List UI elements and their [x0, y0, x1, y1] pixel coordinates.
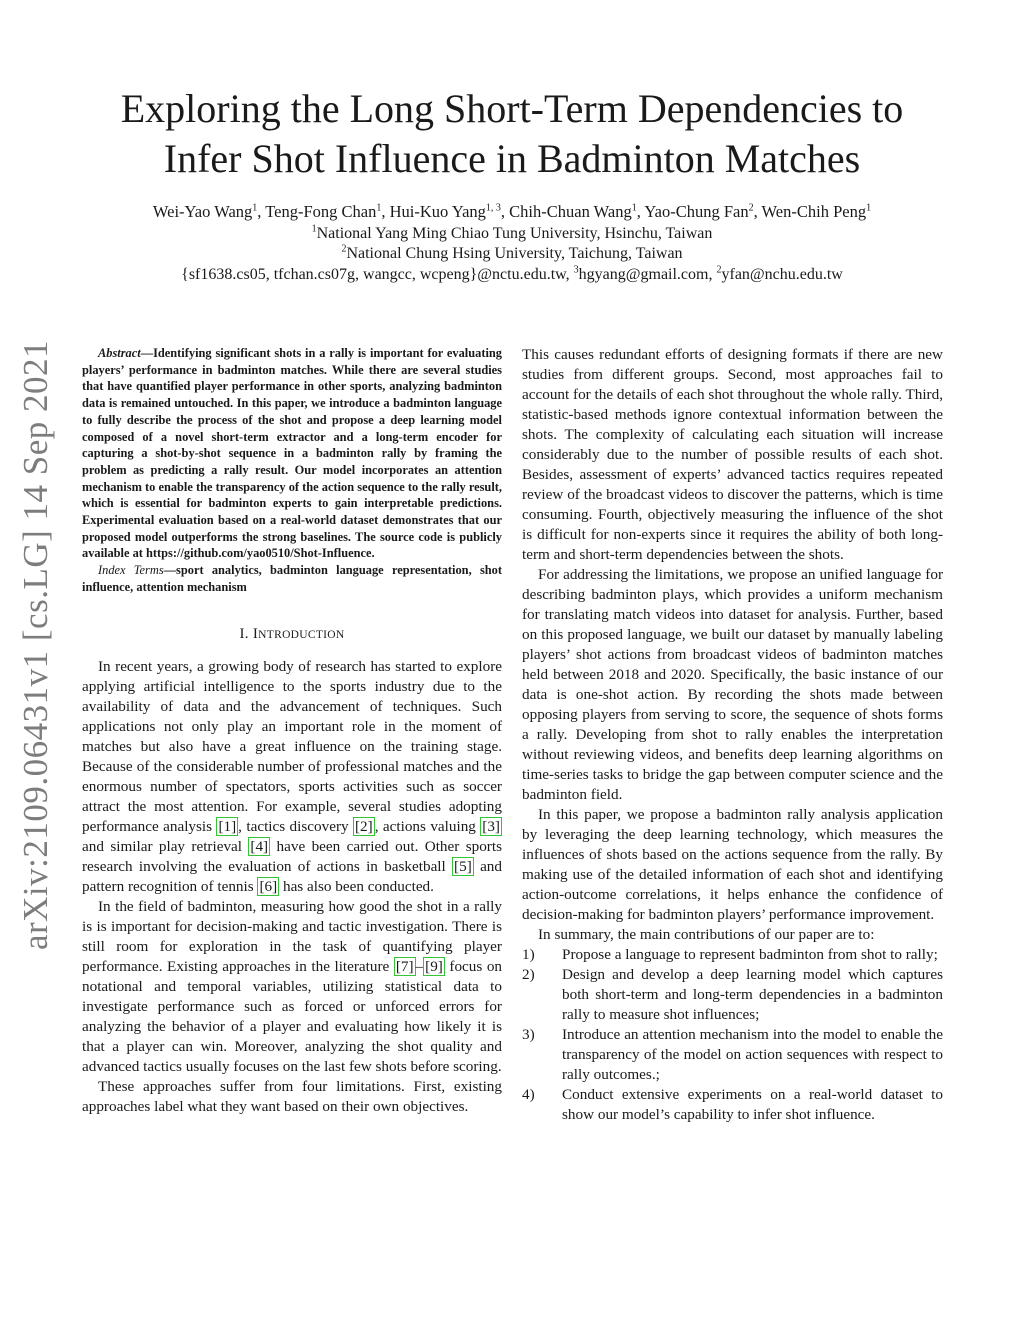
contribution-list: [522, 945, 943, 1125]
citation-link[interactable]: [1]: [218, 817, 237, 835]
citation-link[interactable]: [7]: [395, 957, 414, 975]
body-paragraph: For addressing the limitations, we propose an unified language for describing badminton plays, which provides a uniform mechanism for translating match videos into dataset for analysis. Further, based on this proposed language, we built our dataset by manually labeling players’ shot actions from broadcast videos of badminton matches held between 2018 and 2020. Specifically, the basic instance of our data is one-shot action. By recording the shots made between opposing players from serving to score, the sequence of shots forms a rally. Developing from shot to rally enables the interpretation without reviewing videos, and benefits deep learning algorithms on time-series tasks to bridge the gap between computer science and the badminton field.: [522, 566, 943, 803]
author-affil-sup: 2: [748, 202, 754, 214]
body-paragraph: In summary, the main contributions of our paper are to:: [538, 926, 875, 943]
author-name: Chih-Chuan Wang: [509, 202, 632, 221]
paper-title: [60, 84, 964, 184]
citation-link[interactable]: [9]: [425, 957, 443, 975]
right-column: [522, 345, 943, 1125]
abstract: [82, 345, 502, 562]
abstract-text: —Identifying significant shots in a rally is important for evaluating players’ performance in badminton matches. While there are several studies that have quantified player performance in other sports, analyzing badminton data is remained untouched. In this paper, we introduce a badminton language to fully describe the process of the shot and propose a deep learning model composed of a novel short-term extractor and a long-term encoder for capturing a shot-by-shot sequence in a badminton rally by framing the problem as predicting a rally result. Our model incorporates an attention mechanism to enable the transparency of the action sequence to the rally result, which is essential for badminton experts to gain interpretable predictions. Experimental evaluation based on a real-world dataset demonstrates that our proposed model outperforms the strong baselines. The source code is publicly available at https://github.com/yao0510/Shot-Influence.: [82, 346, 502, 561]
body-paragraph: In recent years, a growing body of research has started to explore applying artificial intelligence to the sports industry due to the availability of data and the advancement of techniques. Such applications not only play an important role in the moment of matches but also have a great influence on the training stage. Because of the considerable number of professional matches and the enormous number of spectators, sports activities such as soccer attract the most attention. For example, several studies adopting performance analysis [1] , tactics discovery [2] , actions valuing [3] and similar play retrieval [4] have been carried out. Other sports research involving the evaluation of actions in basketball [5] and pattern recognition of tennis [6] has also been conducted.: [82, 657, 502, 895]
citation-link[interactable]: [3]: [482, 817, 500, 835]
index-terms: [82, 562, 502, 595]
author-affil-sup: 1: [252, 202, 258, 214]
title-line: Infer Shot Influence in Badminton Matches: [163, 136, 861, 181]
body-paragraph: In the field of badminton, measuring how good the shot in a rally is is important for decision-making and tactic investigation. There is still room for exploration in the task of quantifying player performance. Existing approaches in the literature [7] – [9] focus on notational and temporal variables, utilizing statistical data to investigate performance such as forced or unforced errors for analyzing the behavior of a player and evaluating how likely it is that a player can win. Moreover, analyzing the shot quality and advanced tactics usually focuses on the last few shots before scoring.: [82, 897, 503, 1075]
author-name: Wen-Chih Peng: [761, 202, 867, 221]
citation-link[interactable]: [6]: [259, 877, 278, 895]
arxiv-identifier[interactable]: arXiv:2109.06431v1 [cs.LG] 14 Sep 2021: [16, 339, 55, 951]
author-name: Wei-Yao Wang: [152, 202, 253, 221]
abstract-label: Abstract: [98, 346, 141, 360]
author-affil-sup: 1, 3: [485, 202, 501, 214]
author-name: Hui-Kuo Yang: [389, 202, 486, 221]
body-paragraph: In this paper, we propose a badminton rally analysis application by leveraging the deep learning technology, which measures the influences of shots based on the actions sequence from the rally. By making use of the detailed information of each shot and identifying action-outcome correlations, it helps enhance the confidence of decision-making for badminton players’ performance improvement.: [522, 806, 943, 923]
list-item: 3) Introduce an attention mechanism into the model to enable the transparency of the model on action sequences with respect to rally outcomes.;: [522, 1026, 943, 1083]
citation-link[interactable]: [2]: [355, 817, 373, 835]
author-affil-sup: 1: [631, 202, 637, 214]
list-item: 2) Design and develop a deep learning model which captures both short-term and long-term dependencies in a badminton rally to measure shot influences;: [522, 966, 943, 1023]
section-heading: I. INTRODUCTION: [239, 625, 345, 642]
body-paragraph: These approaches suffer from four limitations. First, existing approaches label what they want based on their own objectives.: [82, 1077, 502, 1115]
left-column: [82, 345, 502, 1117]
citation-link[interactable]: [4]: [250, 837, 269, 855]
list-item: 4) Conduct extensive experiments on a real-world dataset to show our model’s capability to infer shot influence.: [522, 1086, 943, 1123]
list-item: 1) Propose a language to represent badminton from shot to rally;: [522, 946, 938, 963]
affiliation-2: $^2$National Chung Hsing University, Taichung, Taiwan: [341, 243, 683, 262]
author-list: Wei-Yao Wang$^1$, Teng-Fong Chan$^1$, Hui-Kuo Yang$^{1, 3}$, Chih-Chuan Wang$^1$, Yao-Chung Fan$^2$, Wen-Chih Peng$^1$: [152, 202, 872, 221]
author-name: Yao-Chung Fan: [644, 202, 749, 221]
author-affil-sup: 1: [376, 202, 382, 214]
author-name: Teng-Fong Chan: [265, 202, 377, 221]
index-terms-label: Index Terms: [98, 563, 164, 578]
citation-link[interactable]: [5]: [454, 857, 472, 875]
body-paragraph: This causes redundant efforts of designing formats if there are new studies from different groups. Second, most approaches fail to account for the details of each shot throughout the whole rally. Third, statistic-based methods ignore contextual information between the shots. The complexity of calculating each situation will increase considerably due to the number of possible results of each shot. Besides, assessment of experts’ advanced tactics requires repeated review of the broadcast videos to discover the patterns, which is time consuming. Fourth, objectively measuring the influence of the shot is difficult for non-experts since it requires the ability of both long-term and short-term dependencies between the shots.: [522, 346, 943, 563]
affiliation-1: $^1$National Yang Ming Chiao Tung University, Hsinchu, Taiwan: [311, 223, 713, 242]
author-emails: {sf1638.cs05, tfchan.cs07g, wangcc, wcpeng}@nctu.edu.tw, $^3$hgyang@gmail.com, $^2$yfan@nchu.edu.tw: [181, 264, 843, 283]
author-affil-sup: 1: [866, 202, 872, 214]
title-line: Exploring the Long Short-Term Dependencies to: [120, 86, 904, 131]
index-terms-text: —sport analytics, badminton language representation, shot influence, attention mechanism: [82, 563, 502, 594]
